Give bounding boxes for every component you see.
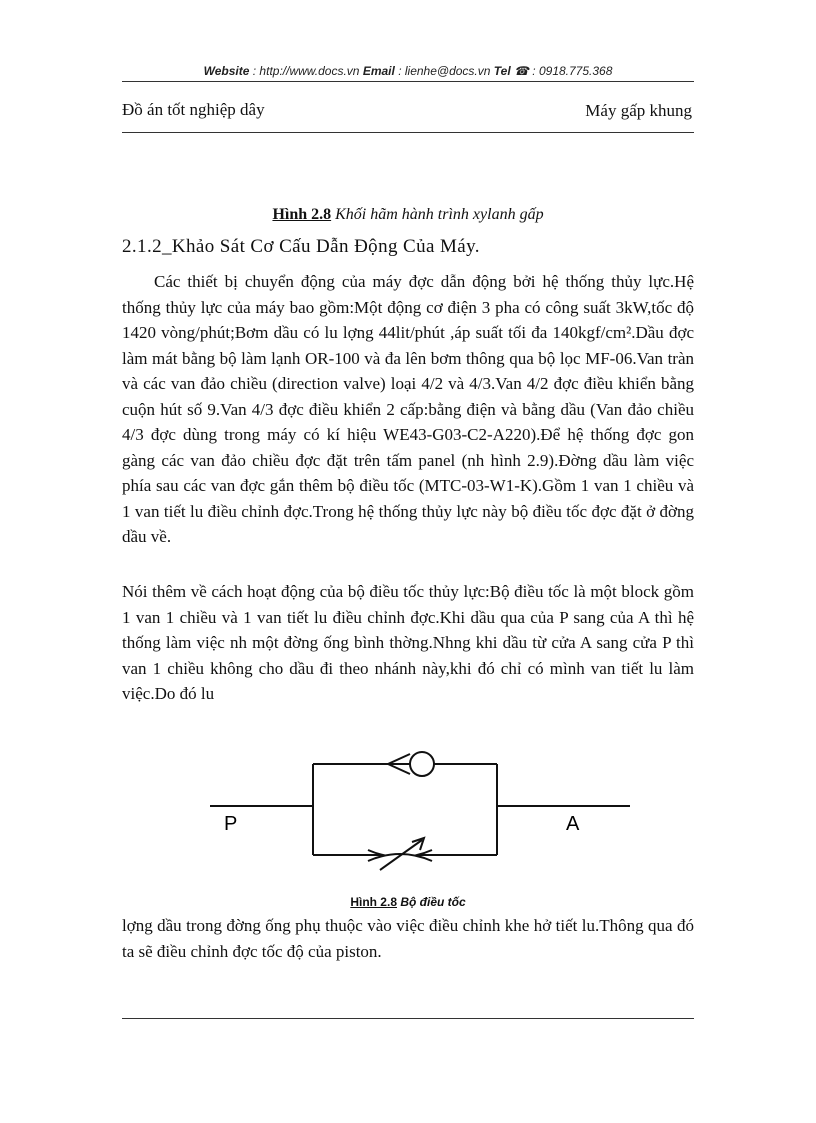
website-banner	[122, 64, 694, 78]
check-valve-seat-lower	[388, 764, 410, 774]
port-a-label: A	[566, 813, 580, 835]
header-left: Đồ án tốt nghiệp dây	[122, 100, 265, 119]
section-title: 2.1.2_Khảo Sát Cơ Cấu Dẫn Động Của Máy.	[122, 236, 480, 257]
paragraph-1-block	[122, 269, 694, 550]
paragraph-1: Các thiết bị chuyển động của máy đợc dẫn động bởi hệ thống thủy lực.Hệ thống thủy lực của máy bao gồm:Một động cơ điện 3 pha có công suất 3kW,tốc độ 1420 vòng/phút;Bơm dầu có lu lợng 44lit/phút ,áp suất tối đa 140kgf/cm².Dầu đợc làm mát bằng bộ làm lạnh OR-100 và đa lên bơm thông qua bộ lọc MF-06.Van tràn và các van đảo chiều (direction valve) loại 4/2 và 4/3.Van 4/2 đợc điều khiển bằng cuộn hút số 9.Van 4/3 đợc điều khiển 2 cấp:bằng điện và bằng dầu (Van đảo chiều 4/3 đợc dùng trong máy có kí hiệu WE43-G03-C2-A220).Để hệ thống đợc gon gàng các van đảo chiều đợc đặt trên tấm panel (nh hình 2.9).Đờng dầu làm việc phía sau các van đợc gắn thêm bộ điều tốc (MTC-03-W1-K).Gồm 1 van 1 chiều và 1 van tiết lu điều chỉnh đợc.Trong hệ thống thủy lực này bộ điều tốc đợc đặt ở đờng dầu về.	[122, 272, 694, 546]
paragraph-2: Nói thêm về cách hoạt động của bộ điều tốc thủy lực:Bộ điều tốc là một block gồm 1 van 1 chiều và 1 van tiết lu điều chỉnh đợc.Khi dầu qua của P sang của A thì hệ thống làm việc nh một đờng ống bình thờng.Nhng khi dầu từ cửa A sang cửa P thì van 1 chiều không cho dầu đi theo nhánh này,khi đó chỉ có mình van tiết lu làm việc.Do đó lu	[122, 582, 694, 703]
flow-regulator-diagram	[200, 740, 640, 900]
figure-caption-top-text: Khối hãm hành trình xylanh gấp	[335, 206, 544, 223]
email-value[interactable]: : lienhe@docs.vn	[398, 64, 491, 78]
paragraph-2-block	[122, 579, 694, 707]
tel-label: Tel	[493, 64, 511, 78]
figure-caption-top-label: Hình 2.8	[272, 206, 332, 223]
port-p-label: P	[224, 813, 238, 835]
footer-divider	[122, 1018, 694, 1019]
check-valve-ball-icon	[410, 752, 434, 776]
paragraph-3-block	[122, 913, 694, 964]
paragraph-3: lợng dầu trong đờng ống phụ thuộc vào việc điều chỉnh khe hở tiết lu.Thông qua đó ta sẽ điều chỉnh đợc tốc độ của piston.	[122, 916, 694, 961]
figure-caption-top	[122, 206, 694, 224]
website-label: Website	[203, 64, 250, 78]
check-valve-seat-upper	[388, 754, 410, 764]
figure-caption-diagram	[122, 895, 694, 909]
figure-caption-diagram-text: Bộ điều tốc	[400, 895, 466, 909]
header-right: Máy gấp khung	[585, 101, 692, 120]
website-value[interactable]: : http://www.docs.vn	[252, 64, 360, 78]
banner-divider	[122, 81, 694, 82]
email-label: Email	[362, 64, 395, 78]
header-divider	[122, 132, 694, 133]
figure-caption-diagram-label: Hình 2.8	[350, 895, 397, 909]
tel-value: ☎ : 0918.775.368	[514, 64, 613, 78]
